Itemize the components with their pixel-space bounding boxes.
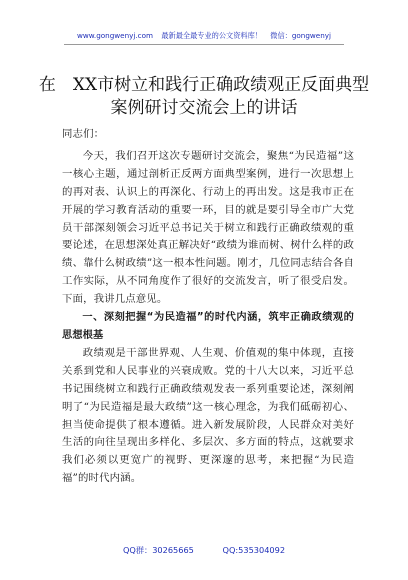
page-header xyxy=(0,0,408,41)
footer-qq: QQ:535304092 xyxy=(222,545,286,555)
document-title xyxy=(34,74,374,120)
footer-qq-group: QQ群：30265665 xyxy=(122,545,194,555)
title-line-1: 在 XX市树立和践行正确政绩观正反面典型 xyxy=(38,75,370,95)
header-tagline: 最新最全最专业的公文资料库！ xyxy=(161,31,262,40)
paragraph-intro: 今天，我们召开这次专题研讨交流会，聚焦“为民造福”这一核心主题，通过剖析正反两方面典型案例，进行一次思想上的再对表、认识上的再深化、行动上的再出发。这是我市正在开展的学习教育活动的重要一环，目的就是要引导全市广大党员干部深刻领会习近平总书记关于树立和践行正确政绩观的重要论述，在思想深处真正解决好“政绩为谁而树、树什么样的政绩、靠什么树政绩”这一根本性问题。刚才，几位同志结合各自工作实际，从不同角度作了很好的交流发言，听了很受启发。下面，我讲几点意见。 xyxy=(62,149,354,306)
title-line-2: 案例研讨交流会上的讲话 xyxy=(110,98,298,118)
section-heading-1: 一、深刻把握“为民造福”的时代内涵，筑牢正确政绩观的思想根基 xyxy=(62,312,354,341)
header-wechat: 微信：gongwenyj xyxy=(270,31,332,40)
salutation: 同志们： xyxy=(62,128,105,140)
header-site-url[interactable]: www.gongwenyj.com xyxy=(76,31,154,40)
page-footer xyxy=(0,544,408,556)
header-divider xyxy=(64,44,344,45)
document-body xyxy=(62,126,354,488)
paragraph-section-1: 政绩观是干部世界观、人生观、价值观的集中体现，直接关系到党和人民事业的兴衰成败。党的十八大以来，习近平总书记围绕树立和践行正确政绩观发表一系列重要论述，深刻阐明了“为民造福是最大政绩”这一核心理念，为我们砥砺初心、担当使命提供了根本遵循。进入新发展阶段，人民群众对美好生活的向往呈现出多样化、多层次、多方面的特点，这就要求我们必须以更宽广的视野、更深邃的思考，来把握“为民造福”的时代内涵。 xyxy=(62,346,354,485)
